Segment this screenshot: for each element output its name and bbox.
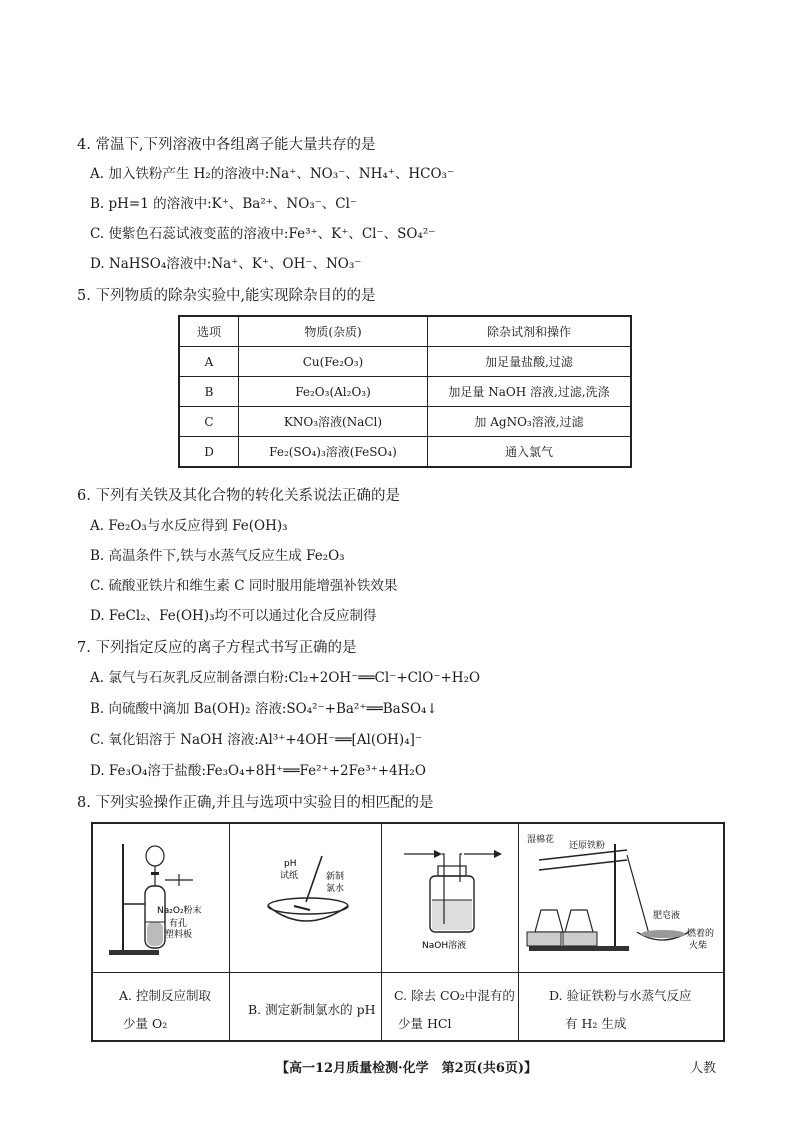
caption-d-line2: 有 H₂ 生成 <box>565 1016 627 1031</box>
table-cell: B <box>179 377 239 407</box>
experiment-b <box>230 824 382 1040</box>
soap-solution-label: 肥皂液 <box>653 911 681 921</box>
experiment-d <box>519 824 723 1040</box>
iron-steam-diagram <box>519 824 723 972</box>
q6-stem: 6. 下列有关铁及其化合物的转化关系说法正确的是 <box>77 488 400 504</box>
iron-powder-label: 还原铁粉 <box>569 841 606 851</box>
table-row <box>179 377 631 407</box>
q7-option-a: A. 氯气与石灰乳反应制备漂白粉:Cl₂+2OH⁻══Cl⁻+ClO⁻+H₂O <box>90 670 481 686</box>
caption-a-line2: 少量 O₂ <box>123 1016 168 1031</box>
table-cell: Fe₂(SO₄)₃溶液(FeSO₄) <box>239 437 428 468</box>
naoh-solution-label: NaOH溶液 <box>422 941 467 951</box>
caption-c-line1: C. 除去 CO₂中混有的 <box>394 988 515 1003</box>
caption-c-line2: 少量 HCl <box>398 1016 452 1031</box>
publisher-label: 人教 <box>690 1061 717 1076</box>
q7-option-c: C. 氧化铝溶于 NaOH 溶液:Al³⁺+4OH⁻══[Al(OH)₄]⁻ <box>90 732 423 748</box>
oxygen-apparatus-diagram <box>93 824 230 972</box>
experiment-a <box>93 824 230 1040</box>
q4-option-d: D. NaHSO₄溶液中:Na⁺、K⁺、OH⁻、NO₃⁻ <box>90 256 362 272</box>
ph-test-diagram <box>230 824 382 972</box>
experiment-c <box>382 824 519 1040</box>
table-cell: KNO₃溶液(NaCl) <box>239 407 428 437</box>
table-cell: 加足量盐酸,过滤 <box>428 347 632 377</box>
caption-d-line1: D. 验证铁粉与水蒸气反应 <box>549 988 692 1003</box>
q4-stem: 4. 常温下,下列溶液中各组离子能大量共存的是 <box>77 137 376 153</box>
table-cell: 加足量 NaOH 溶液,过滤,洗涤 <box>428 377 632 407</box>
table-row <box>179 437 631 468</box>
q5-stem: 5. 下列物质的除杂实验中,能实现除杂目的的是 <box>77 288 376 304</box>
table-header-row <box>179 316 631 347</box>
experiment-grid <box>91 822 725 1042</box>
table-cell: 通入氯气 <box>428 437 632 468</box>
page-footer: 【高一12月质量检测·化学 第2页(共6页)】 <box>276 1061 538 1076</box>
table-header-cell: 物质(杂质) <box>239 316 428 347</box>
q4-option-c: C. 使紫色石蕊试液变蓝的溶液中:Fe³⁺、K⁺、Cl⁻、SO₄²⁻ <box>90 226 436 242</box>
table-row <box>179 347 631 377</box>
table-cell: C <box>179 407 239 437</box>
q7-option-d: D. Fe₃O₄溶于盐酸:Fe₃O₄+8H⁺══Fe²⁺+2Fe³⁺+4H₂O <box>90 763 426 779</box>
table-cell: Fe₂O₃(Al₂O₃) <box>239 377 428 407</box>
burning-match-label-2: 火柴 <box>689 941 708 951</box>
table-cell: Cu(Fe₂O₃) <box>239 347 428 377</box>
table-header-cell: 除杂试剂和操作 <box>428 316 632 347</box>
burning-match-label-1: 燃着的 <box>687 929 715 939</box>
table-cell: D <box>179 437 239 468</box>
table-row <box>179 407 631 437</box>
caption-b-line1: B. 测定新制氯水的 pH <box>248 1002 376 1017</box>
ph-label-2: 试纸 <box>280 871 299 881</box>
q8-stem: 8. 下列实验操作正确,并且与选项中实验目的相匹配的是 <box>77 795 434 811</box>
wet-cotton-label: 湿棉花 <box>527 835 555 845</box>
ph-label-1: pH <box>284 859 297 869</box>
chlorine-water-label-1: 新制 <box>326 872 345 882</box>
q6-option-a: A. Fe₂O₃与水反应得到 Fe(OH)₃ <box>90 518 288 534</box>
purification-table <box>178 315 632 468</box>
q7-stem: 7. 下列指定反应的离子方程式书写正确的是 <box>77 640 357 656</box>
table-header-cell: 选项 <box>179 316 239 347</box>
q4-option-a: A. 加入铁粉产生 H₂的溶液中:Na⁺、NO₃⁻、NH₄⁺、HCO₃⁻ <box>90 166 455 182</box>
table-cell: 加 AgNO₃溶液,过滤 <box>428 407 632 437</box>
q4-option-b: B. pH=1 的溶液中:K⁺、Ba²⁺、NO₃⁻、Cl⁻ <box>90 196 358 212</box>
plate-label-1: 有孔 <box>169 919 188 929</box>
caption-a-line1: A. 控制反应制取 <box>119 988 211 1003</box>
plate-label-2: 塑料板 <box>165 930 193 940</box>
q6-option-d: D. FeCl₂、Fe(OH)₃均不可以通过化合反应制得 <box>90 608 377 624</box>
q7-option-b: B. 向硫酸中滴加 Ba(OH)₂ 溶液:SO₄²⁻+Ba²⁺══BaSO₄↓ <box>90 701 438 717</box>
na2o2-label: Na₂O₂粉末 <box>157 906 202 916</box>
q6-option-b: B. 高温条件下,铁与水蒸气反应生成 Fe₂O₃ <box>90 548 345 564</box>
gas-washing-diagram <box>382 824 519 972</box>
table-cell: A <box>179 347 239 377</box>
chlorine-water-label-2: 氯水 <box>326 884 345 894</box>
q6-option-c: C. 硫酸亚铁片和维生素 C 同时服用能增强补铁效果 <box>90 578 398 594</box>
